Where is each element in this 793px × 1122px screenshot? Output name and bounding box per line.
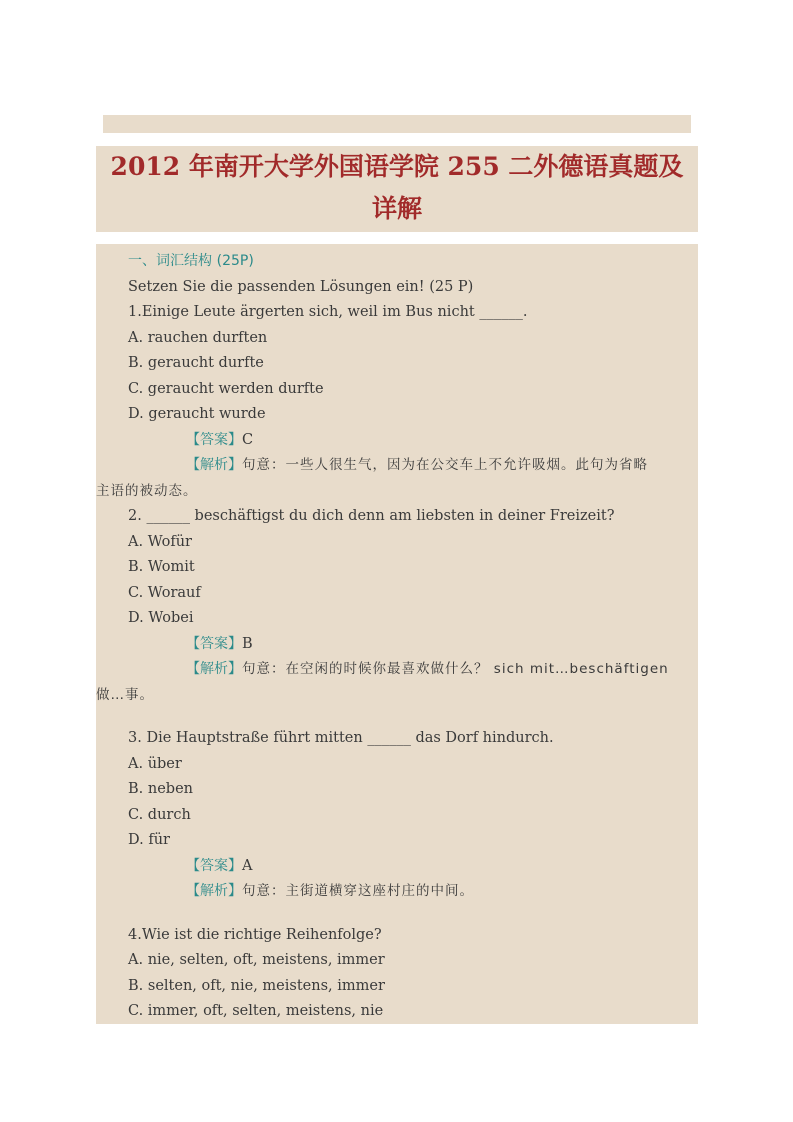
option: D. für: [128, 832, 170, 848]
option: D. geraucht wurde: [128, 406, 266, 422]
option: B. neben: [128, 781, 193, 797]
header-band: [103, 115, 691, 133]
option: A. Wofür: [128, 533, 192, 550]
explanation: [96, 657, 698, 708]
answer-row: [96, 428, 698, 454]
answer-value: A: [242, 857, 253, 874]
question-stem: 2. ______ beschäftigst du dich denn am liebsten in deiner Freizeit?: [128, 508, 615, 524]
option: C. Worauf: [128, 584, 201, 601]
answer-tag: 【答案】: [186, 431, 242, 448]
question-stem: 3. Die Hauptstraße führt mitten ______ das Dorf hindurch.: [128, 730, 554, 746]
option: A. rauchen durften: [128, 329, 268, 346]
explanation-tag: 【解析】: [186, 457, 242, 473]
explanation-text: 句意：在空闲的时候你最喜欢做什么？ sich mit…beschäftigen: [242, 661, 669, 677]
section-heading: [96, 249, 698, 275]
explanation-text: 句意：主街道横穿这座村庄的中间。: [242, 883, 474, 899]
spacer: [96, 905, 698, 923]
explanation-tag: 【解析】: [186, 883, 242, 899]
spacer: [96, 708, 698, 726]
page-title: [96, 146, 698, 232]
explanation-tag: 【解析】: [186, 661, 242, 677]
option: D. Wobei: [128, 610, 194, 626]
section-points: (25P): [216, 253, 254, 269]
option: C. geraucht werden durfte: [128, 380, 324, 397]
option: B. selten, oft, nie, meistens, immer: [128, 977, 385, 994]
title-line-1: 2012 年南开大学外国语学院 255 二外德语真题及: [110, 152, 684, 181]
answer-row: [96, 854, 698, 880]
question-stem: 1.Einige Leute ärgerten sich, weil im Bus nicht ______.: [128, 304, 528, 320]
option: B. Womit: [128, 559, 195, 575]
option: B. geraucht durfte: [128, 355, 264, 371]
explanation: [96, 879, 698, 905]
answer-row: [96, 632, 698, 658]
option: A. über: [128, 755, 182, 772]
answer-value: B: [242, 635, 253, 652]
answer-tag: 【答案】: [186, 857, 242, 874]
title-line-2: 详解: [371, 194, 422, 223]
option: A. nie, selten, oft, meistens, immer: [128, 952, 385, 968]
answer-tag: 【答案】: [186, 635, 242, 652]
explanation: [96, 453, 698, 504]
explanation-continuation: 做…事。: [96, 686, 154, 703]
question-content: [96, 244, 698, 1024]
explanation-continuation: 主语的被动态。: [96, 482, 198, 499]
option: C. immer, oft, selten, meistens, nie: [128, 1003, 384, 1019]
section-title: 一、词汇结构: [128, 253, 212, 269]
question-stem: 4.Wie ist die richtige Reihenfolge?: [128, 926, 382, 943]
option: C. durch: [128, 806, 191, 823]
answer-value: C: [242, 431, 254, 448]
instruction: Setzen Sie die passenden Lösungen ein! (25 P): [128, 278, 474, 295]
explanation-text: 句意：一些人很生气，因为在公交车上不允许吸烟。此句为省略: [242, 457, 648, 473]
